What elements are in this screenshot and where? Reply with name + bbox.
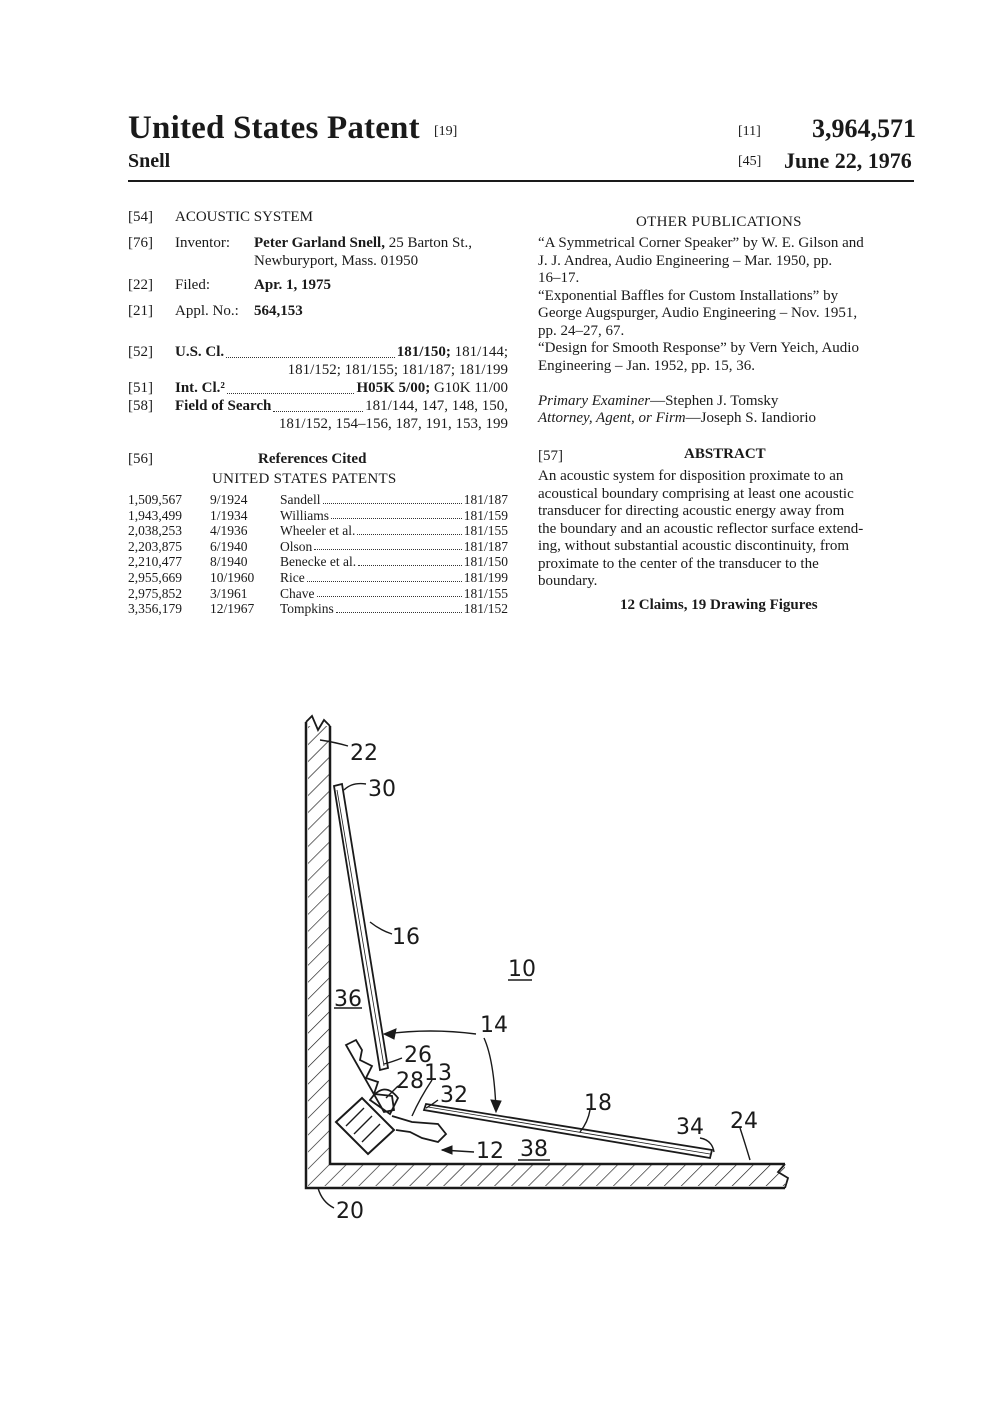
- reference-date: 1/1934: [210, 507, 248, 523]
- reference-date: 9/1924: [210, 492, 248, 507]
- reference-date: 8/1940: [210, 554, 248, 570]
- publication-1-line-3: 16–17.: [538, 270, 580, 286]
- reference-number: 2,203,875: [128, 538, 182, 554]
- reference-number: 2,975,852: [128, 585, 182, 601]
- reference-number: 1,509,567: [128, 492, 182, 507]
- transducer-housing: [346, 1040, 394, 1112]
- abstract-line: proximate to the center of the transducer to the: [538, 555, 819, 572]
- filed-date: Apr. 1, 1975: [254, 277, 331, 293]
- us-cl-rest: 181/144;: [450, 344, 508, 360]
- inventor-surname: Snell: [128, 150, 171, 172]
- reference-name: Sandell: [280, 492, 321, 507]
- abstract-line: ing, without substantial acoustic discontinuity, from: [538, 538, 850, 554]
- inventor-label: Inventor:: [175, 235, 230, 251]
- publication-3-line-1: “Design for Smooth Response” by Vern Yeich, Audio: [538, 340, 859, 356]
- reflector-18: [424, 1104, 712, 1158]
- label-12: 12: [476, 1139, 504, 1164]
- attorney-name: —Joseph S. Iandiorio: [685, 410, 817, 426]
- title-code: [19]: [434, 124, 458, 139]
- label-10: 10: [508, 957, 536, 982]
- field-code: [51]: [128, 380, 153, 396]
- reference-class: 181/155: [463, 523, 508, 539]
- field-of-search-1: 181/144, 147, 148, 150,: [365, 398, 508, 414]
- patent-title: United States Patent: [128, 110, 420, 146]
- patent-number: 3,964,571: [812, 114, 916, 143]
- abstract-line: boundary.: [538, 573, 598, 589]
- reference-name: Benecke et al.: [280, 554, 357, 570]
- appl-no-label: Appl. No.:: [175, 303, 239, 319]
- floor-hatch: [308, 1164, 785, 1186]
- leader-14b: [484, 1038, 496, 1110]
- reference-class: 181/150: [463, 554, 508, 570]
- reference-date: 3/1961: [210, 585, 248, 601]
- reference-number: 1,943,499: [128, 507, 182, 523]
- transducer-body: [336, 1098, 394, 1154]
- field-code: [76]: [128, 235, 153, 251]
- label-30: 30: [368, 777, 396, 802]
- date-code: [45]: [738, 154, 762, 169]
- primary-examiner-name: —Stephen J. Tomsky: [650, 393, 779, 409]
- reference-class: 181/187: [463, 538, 508, 554]
- publication-2-line-3: pp. 24–27, 67.: [538, 322, 625, 339]
- label-22: 22: [350, 741, 378, 766]
- reflector-16: [334, 784, 388, 1070]
- field-code: [52]: [128, 344, 153, 360]
- arrowhead-14a: [384, 1029, 396, 1039]
- attorney-label: Attorney, Agent, or Firm: [538, 410, 686, 426]
- leader-14: [386, 1031, 476, 1034]
- publication-3-line-2: Engineering – Jan. 1952, pp. 15, 36.: [538, 357, 756, 374]
- label-20: 20: [336, 1199, 364, 1224]
- abstract-line: the boundary and an acoustic reflector surface extend-: [538, 520, 864, 537]
- label-24: 24: [730, 1109, 758, 1134]
- references-code: [56]: [128, 451, 153, 467]
- primary-examiner-label: Primary Examiner: [538, 393, 651, 409]
- field-code: [58]: [128, 398, 153, 414]
- reference-class: 181/187: [463, 492, 508, 507]
- reference-name: Rice: [280, 569, 305, 585]
- inventor-address-1: 25 Barton St.,: [384, 235, 473, 251]
- reference-name: Williams: [280, 507, 329, 523]
- reference-name: Olson: [280, 538, 313, 554]
- patent-number-code: [11]: [738, 124, 761, 139]
- reference-name: Wheeler et al.: [280, 523, 356, 539]
- references-heading: References Cited: [258, 451, 367, 467]
- publication-1-line-1: “A Symmetrical Corner Speaker” by W. E. Gilson and: [538, 235, 864, 251]
- field-code: [21]: [128, 303, 153, 319]
- reference-number: 3,356,179: [128, 601, 182, 617]
- abstract-code: [57]: [538, 448, 563, 464]
- reference-class: 181/199: [463, 569, 508, 585]
- label-14: 14: [480, 1013, 508, 1038]
- port-13: [392, 1116, 446, 1142]
- int-cl-main: H05K 5/00;: [356, 380, 431, 396]
- field-of-search-2: 181/152, 154–156, 187, 191, 153, 199: [278, 416, 508, 432]
- abstract-line: An acoustic system for disposition proximate to an: [538, 468, 844, 484]
- reference-name: Tompkins: [280, 601, 334, 617]
- reference-class: 181/152: [463, 601, 508, 617]
- filed-label: Filed:: [175, 277, 211, 293]
- label-34: 34: [676, 1115, 704, 1140]
- patent-date: June 22, 1976: [784, 148, 912, 173]
- reference-number: 2,210,477: [128, 554, 182, 570]
- publication-1-line-2: J. J. Andrea, Audio Engineering – Mar. 1950, pp.: [538, 252, 833, 269]
- appl-no: 564,153: [254, 303, 303, 319]
- references-subheading: UNITED STATES PATENTS: [212, 471, 397, 487]
- inventor-address-2: Newburyport, Mass. 01950: [254, 253, 419, 269]
- label-16: 16: [392, 925, 420, 950]
- int-cl-label: Int. Cl.²: [175, 380, 225, 396]
- reference-date: 12/1967: [210, 601, 255, 617]
- abstract-line: transducer for directing acoustic energy away from: [538, 503, 845, 519]
- leader-20: [318, 1188, 334, 1208]
- us-cl-label: U.S. Cl.: [175, 344, 225, 360]
- label-36: 36: [334, 987, 362, 1012]
- reference-class: 181/155: [463, 585, 508, 601]
- field-of-search-label: Field of Search: [175, 398, 272, 414]
- field-code: [22]: [128, 277, 153, 293]
- reference-number: 2,955,669: [128, 569, 182, 585]
- inventor-name: Peter Garland Snell,: [254, 235, 385, 251]
- label-38: 38: [520, 1137, 548, 1162]
- label-28: 28: [396, 1069, 424, 1094]
- reference-date: 10/1960: [210, 569, 255, 585]
- label-26: 26: [404, 1043, 432, 1068]
- leader-30: [344, 784, 366, 790]
- label-13: 13: [424, 1061, 452, 1086]
- leader-16: [370, 922, 392, 934]
- claims-count: 12 Claims, 19 Drawing Figures: [620, 597, 818, 613]
- abstract-heading: ABSTRACT: [684, 446, 766, 462]
- arrowhead-12: [442, 1146, 452, 1154]
- other-publications-heading: OTHER PUBLICATIONS: [636, 214, 802, 230]
- abstract-line: acoustical boundary comprising at least one acoustic: [538, 485, 854, 502]
- wall-hatch: [308, 726, 330, 1164]
- reference-number: 2,038,253: [128, 523, 182, 539]
- reference-date: 6/1940: [210, 538, 248, 554]
- reference-date: 4/1936: [210, 523, 248, 539]
- invention-title: ACOUSTIC SYSTEM: [175, 209, 313, 225]
- publication-2-line-1: “Exponential Baffles for Custom Installations” by: [538, 287, 839, 304]
- us-cl-main: 181/150;: [396, 344, 451, 360]
- arrowhead-14b: [491, 1100, 501, 1112]
- publication-2-line-2: George Augspurger, Audio Engineering – Nov. 1951,: [538, 305, 858, 321]
- field-code: [54]: [128, 209, 153, 225]
- label-32: 32: [440, 1083, 468, 1108]
- label-18: 18: [584, 1091, 612, 1116]
- int-cl-rest: G10K 11/00: [430, 380, 508, 396]
- reference-class: 181/159: [463, 507, 508, 523]
- us-cl-continued: 181/152; 181/155; 181/187; 181/199: [287, 362, 508, 378]
- reference-name: Chave: [280, 585, 315, 601]
